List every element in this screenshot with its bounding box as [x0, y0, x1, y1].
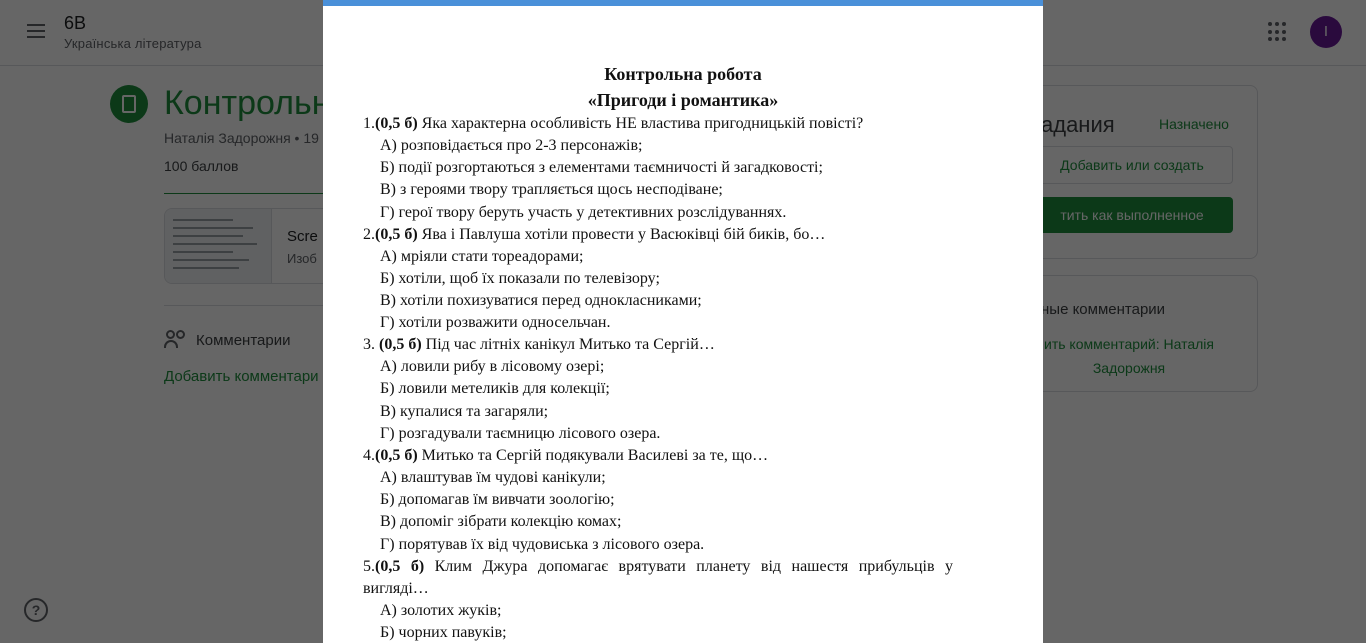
option: А) влаштував їм чудові канікули;: [380, 469, 606, 486]
question-2: 2.(0,5 б) Ява і Павлуша хотіли провести у Васюківці бій биків, бо…: [363, 226, 826, 243]
option: В) хотіли похизуватися перед однокласниками;: [380, 292, 702, 309]
option: Б) допомагав їм вивчати зоологію;: [380, 491, 615, 508]
question-3: 3. (0,5 б) Під час літніх канікул Митько та Сергій…: [363, 336, 715, 353]
option: А) ловили рибу в лісовому озері;: [380, 358, 605, 375]
option: Г) герої твору беруть участь у детективних розслідуваннях.: [380, 204, 787, 221]
document-title-line1: Контрольна робота: [604, 64, 762, 84]
option: В) допоміг зібрати колекцію комах;: [380, 513, 622, 530]
option: Г) розгадували таємницю лісового озера.: [380, 425, 661, 442]
option: А) розповідається про 2-3 персонажів;: [380, 137, 643, 154]
option: А) мріяли стати тореадорами;: [380, 248, 584, 265]
document-viewer: [323, 0, 1043, 643]
option: Б) події розгортаються з елементами таємничості й загадковості;: [380, 159, 823, 176]
question-4: 4.(0,5 б) Митько та Сергій подякували Василеві за те, що…: [363, 447, 769, 464]
document-title-line2: «Пригоди і романтика»: [587, 90, 779, 110]
option: А) золотих жуків;: [380, 602, 502, 619]
option: В) купалися та загаряли;: [380, 403, 549, 420]
option: Б) чорних павуків;: [380, 624, 507, 641]
question-1: 1.(0,5 б) Яка характерна особливість НЕ властива пригодницькій повісті?: [363, 115, 864, 132]
option: Г) порятував їх від чудовиська з лісового озера.: [380, 536, 705, 553]
option: Б) хотіли, щоб їх показали по телевізору;: [380, 270, 660, 287]
option: Б) ловили метеликів для колекції;: [380, 380, 610, 397]
option: В) з героями твору трапляється щось несподіване;: [380, 181, 723, 198]
question-5: 5.(0,5 б) Клим Джура допомагає врятувати планету від нашестя прибульців у вигляді…: [363, 558, 953, 597]
option: Г) хотіли розважити односельчан.: [380, 314, 611, 331]
